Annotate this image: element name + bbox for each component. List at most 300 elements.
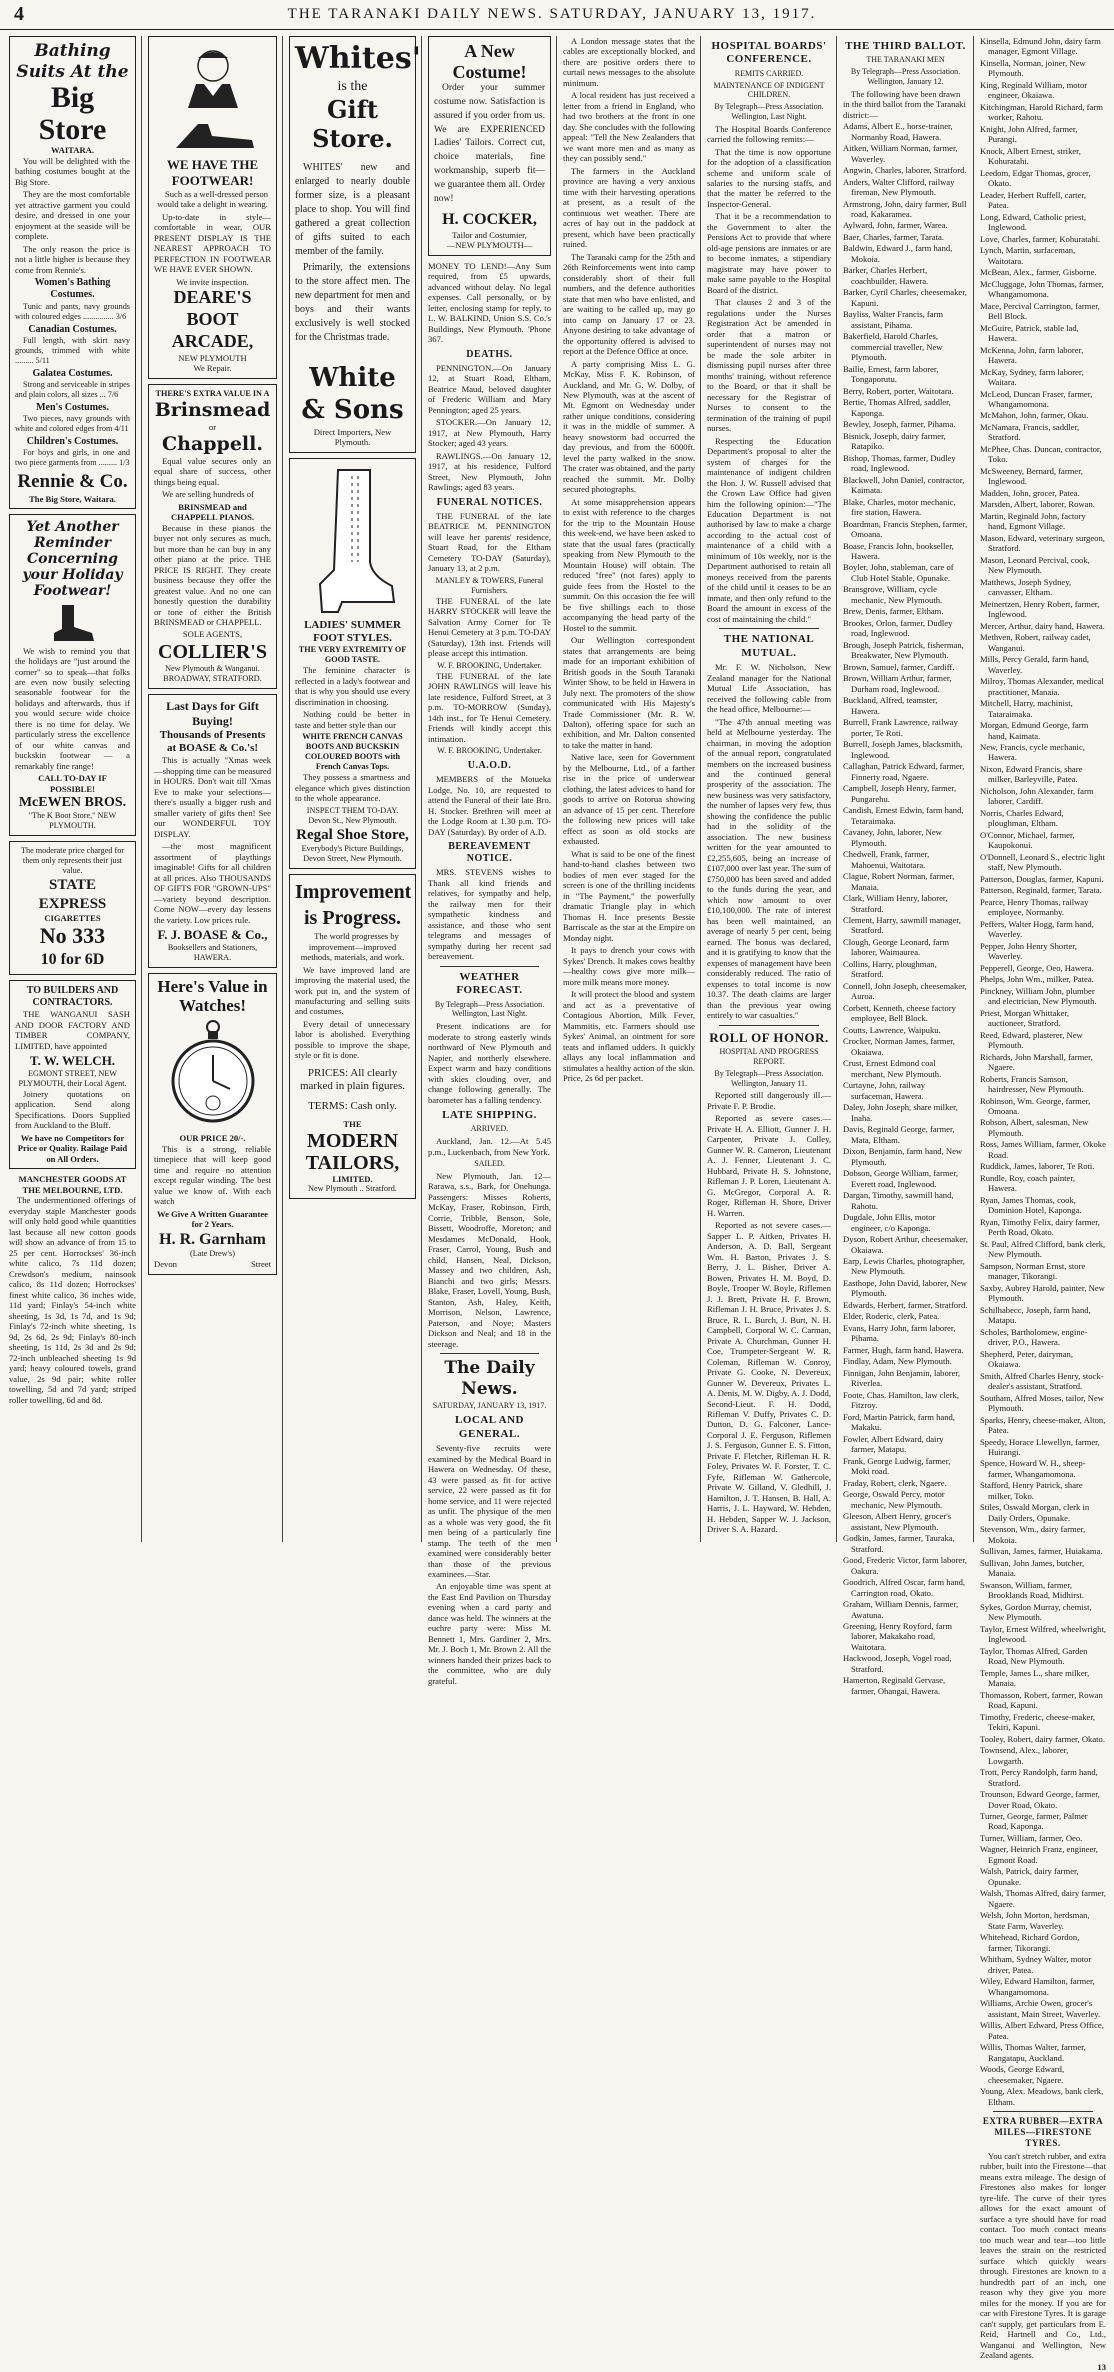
- column-5: [558, 36, 700, 1542]
- collier-advert: [148, 384, 277, 689]
- ballot-name-entry: Armstrong, John, dairy farmer, Bull road, Kakaramea.: [843, 198, 967, 219]
- welch-address: EGMONT STREET, NEW PLYMOUTH, their Local Agent.: [18, 1068, 127, 1088]
- mcewen-name: McEWEN BROS.: [18, 795, 127, 811]
- hospital-heading: HOSPITAL BOARDS' CONFERENCE.: [711, 40, 827, 66]
- rennie-advert: [9, 36, 136, 509]
- ballot-name-entry: Leedom, Edgar Thomas, grocer, Okato.: [980, 167, 1091, 189]
- tailors-terms: TERMS: Cash only.: [308, 1099, 397, 1112]
- ballot-name-entry: Ryan, James Thomas, cook, Dominion Hotel, Kaponga.: [980, 1194, 1082, 1216]
- tailors-text: We have improved land are improving the material used, the work put in, and the system of manufacturing and selling suits and costumes.: [295, 964, 410, 1017]
- ballot-name-entry: Boase, Francis John, bookseller, Hawera.: [843, 540, 954, 561]
- column-8: [975, 36, 1111, 2372]
- local-item: A party comprising Miss L. G. McKay, Miss F. K. Robinson, of Auckland, and Mr. G. W. Dolby, of New Plymouth, was at the ascent of Mt. Egmont on Wednesday under rather unique conditions, considering it was in the middle of summer. A heavy snowstorm had occurred the day previous, and from the 6000ft. level the party walked in the snow. The crater was obtained, and the party reached the summit. Mr. Dolby secured photographs.: [563, 358, 695, 495]
- ballot-name-entry: Dargan, Timothy, sawmill hand, Rahotu.: [843, 1190, 954, 1211]
- deare-text: Up-to-date in style—comfortable in wear, OUR PRESENT DISPLAY IS THE NEAREST APPROACH TO PERFECTION IN FOOTWEAR WE HAVE EVER SHOWN.: [154, 211, 271, 275]
- roll-text: Reported as severe cases.—Private H. A. Elliott, Gunner J. H. Carpenter, Private J. Colley, Gunner W. R. Cameron, Lieutenant A. J. Fenner, Lieutenant J. C. Hubbard, Private H. S. Johnstone, Rifleman J. P. Loren, Lieutenant A. G. McGregor, Corporal A. R. Roger, Rifleman H. Shore, Driver H. Warren.: [707, 1113, 831, 1218]
- uaod-notice: MEMBERS of the Motueka Lodge, No. 10, are requested to attend the Funeral of their late Bro. H. Stocker. Brethren will meet at the Lodge Room at 1.30 p.m. TO-DAY (Saturday). By order of A.D.: [428, 774, 551, 837]
- whites-subtitle: Direct Importers, New Plymouth.: [313, 426, 392, 448]
- collier-or: or: [208, 422, 217, 433]
- masthead: [0, 0, 1114, 30]
- ballot-name-entry: Earp, Lewis Charles, photographer, New Plymouth.: [843, 1256, 965, 1277]
- ballot-name-entry: Findlay, Adam, New Plymouth.: [843, 1356, 952, 1367]
- ballot-name-entry: O'Connor, Michael, farmer, Kaupokonui.: [980, 829, 1075, 851]
- modern-tailors-advert: [289, 874, 416, 1199]
- ballot-name-entry: Patterson, Reginald, farmer, Tarata.: [980, 885, 1102, 896]
- state-price: 10 for 6D: [40, 951, 105, 969]
- ballot-name-entry: Thomasson, Robert, farmer, Rowan Road, Kapuni.: [980, 1689, 1103, 1711]
- ballot-name-entry: McGuire, Patrick, stable lad, Hawera.: [980, 322, 1079, 344]
- ballot-name-entry: Stevenson, Wm., dairy farmer, Mokoia.: [980, 1524, 1086, 1545]
- local-item: Our Wellington correspondent states that arrangements are being made for an important exhibition of British goods in the South Taranaki Winter Show, to be held in Hawera in July next. The promoters of the show communicated with His Majesty's Trade Commissioner (Mr. R. W. Dalton), offering space for such an exhibition, and Mr. Dalton consented to take the matter in hand.: [563, 635, 695, 750]
- ballot-name-entry: Kinsella, Norman, joiner, New Plymouth.: [980, 57, 1086, 79]
- whites-gift-store: Gift Store.: [312, 94, 393, 153]
- deaths-heading: DEATHS.: [466, 348, 513, 360]
- ballot-name-entry: Peffers, Walter Hogg, farm hand, Waverley.: [980, 918, 1094, 940]
- ballot-name-entry: Bewley, Joseph, farmer, Pihama.: [843, 419, 956, 430]
- rennie-big-store: Big Store: [38, 81, 107, 146]
- ballot-name-entry: Dobson, George William, farmer, Everett road, Inglewood.: [843, 1168, 958, 1189]
- ballot-name-entry: Pinckney, William John, plumber and electrician, New Plymouth.: [980, 985, 1097, 1007]
- rennie-text: They are the most comfortable yet attractive garment you could desire, and dressed in one your enjoyment at the seaside will be complete.: [15, 189, 130, 242]
- money-notice: MONEY TO LEND!—Any Sum required, from £5 upwards, advanced without delay. No legal expenses. Call personally, or by letter, enclosing stamp for reply, to L. W. BALKIND, Union S.S. Co.'s Buildings, New Plymouth. 'Phone 367.: [428, 260, 551, 345]
- ballot-name-entry: Nixon, Edward Francis, share milker, Barleyville, Patea.: [980, 763, 1083, 785]
- ballot-name-entry: Dyson, Robert Arthur, cheesemaker, Okaiawa.: [843, 1234, 968, 1255]
- cocker-subtitle: Tailor and Costumier,: [452, 229, 527, 240]
- ballot-name-entry: Pepperell, George, Oeo, Hawera.: [980, 962, 1094, 973]
- ballot-name-entry: Martin, Reginald John, factory hand, Egmont Village.: [980, 510, 1086, 532]
- ballot-name-list: [843, 121, 968, 1696]
- daily-news-date: SATURDAY, JANUARY 13, 1917.: [432, 1400, 547, 1410]
- manchester-text: The undermentioned offerings of everyday staple Manchester goods will only hold good while quantities last because all new cotton goods will show an advance of from 15 to 25 per cent. Horrockses' 36-inch white calico, 7s 11d dozen; Crewdson's medium, nainsook calico, 8s 11d dozen; Horrockses' finest white calico, 36 inches wide, 11d yard; Finlay's 54-inch white sheeting, 1s 3d, 1s 7d, and 1s 9d; Finlay's 72-inch white sheeting, 1s 9d, 2s 6d, 2s 9d; Finlay's 80-inch sheeting, 1s 11d, 2s 3d and 2s 9d; 72-inch unbleached sheeting 1s 9d yard; heavy coloured towels, grand value, 2s 9d pair; white roller towelling, 5d and 7d yard; striped roller towelling, 6d and 8d.: [9, 1195, 136, 1405]
- ballot-name-entry: Brookes, Orlon, farmer, Dudley road, Inglewood.: [843, 617, 953, 639]
- ballot-name-entry: Campbell, Joseph Henry, farmer, Pungarehu.: [843, 783, 957, 804]
- regal-inspect: INSPECT THEM TO-DAY. Devon St., New Plymouth.: [306, 805, 399, 825]
- ballot-name-entry: Clement, Harry, sawmill manager, Stratford.: [843, 914, 961, 936]
- boase-name: F. J. BOASE & Co.,: [157, 927, 268, 943]
- ballot-name-entry: Ryan, Timothy Felix, dairy farmer, Perth Road, Okato.: [980, 1216, 1100, 1238]
- ballot-name-entry: Cavaney, John, laborer, New Plymouth.: [843, 827, 942, 848]
- column-1: [4, 36, 141, 1542]
- ballot-name-entry: Kitchingman, Harold Richard, farm worker, Rahotu.: [980, 101, 1103, 123]
- ballot-name-entry: Elder, Roderic, clerk, Patea.: [843, 1311, 940, 1322]
- whites-advert: [289, 36, 421, 453]
- ballot-name-entry: Long, Edward, Catholic priest, Inglewood.: [980, 211, 1086, 233]
- cocker-advert: [428, 36, 551, 256]
- funeral-heading: FUNERAL NOTICES.: [436, 496, 543, 508]
- collier-name: COLLIER'S: [158, 640, 267, 663]
- whites-headline: Whites': [295, 41, 421, 76]
- ballot-name-entry: Hamerton, Reginald Gervase, farmer, Ohangai, Hawera.: [843, 1675, 946, 1696]
- roll-text: Reported still dangerously ill.—Private F. P. Brodie.: [707, 1090, 831, 1111]
- collier-agents: SOLE AGENTS,: [182, 629, 243, 640]
- mcewen-advert: [9, 514, 136, 836]
- ballot-name-entry: Mason, Edward, veterinary surgeon, Stratford.: [980, 532, 1105, 554]
- ballot-name-entry: Saxby, Aubrey Harold, painter, New Plymouth.: [980, 1282, 1105, 1304]
- shipping-sailed-heading: SAILED.: [474, 1159, 505, 1169]
- ballot-name-entry: Boyler, John, stableman, care of Club Hotel Stable, Opunake.: [843, 562, 954, 583]
- firestone-heading: EXTRA RUBBER—EXTRA MILES—FIRESTONE TYRES.: [982, 2116, 1104, 2148]
- ballot-name-entry: St. Paul, Alfred Clifford, bank clerk, New Plymouth.: [980, 1238, 1106, 1260]
- ballot-name-entry: Foote, Chas. Hamilton, law clerk, Fitzroy.: [843, 1389, 959, 1411]
- third-ballot-heading: THE THIRD BALLOT.: [845, 40, 966, 52]
- shipping-heading: LATE SHIPPING.: [442, 1109, 537, 1122]
- ballot-name-entry: Aitken, William Norman, farmer, Waverley.: [843, 143, 958, 164]
- rennie-town: WAITARA.: [50, 145, 95, 156]
- regal-products: WHITE FRENCH CANVAS BOOTS AND BUCKSKIN COLOURED BOOTS with French Canvas Tops.: [302, 732, 403, 772]
- ballot-name-entry: Phelps, John Wm., milker, Patea.: [980, 974, 1094, 985]
- local-item: It will protect the blood and system and act as a preventative of Contagious Abortion, Milk Fever, Mammitis, etc. Farmers should use Sykes' Animal, an ointment for sore teats and inflamed udders. It quickly allays any local inflammation and stimulates a healthy action of the skin. Price, 2s 6d per packet.: [563, 989, 695, 1083]
- welch-slogan: We have no Competitors for Price or Quality. Railage Paid on All Orders.: [17, 1132, 128, 1164]
- hospital-text: That it be a recommendation to the Government to alter the Pensions Act to provide that where old-age pensions are inmates or are to become inmates, a stipendiary magistrate may have power to make same payable to the Hospital Board of the district.: [707, 211, 831, 295]
- ballot-name-entry: Taylor, Ernest Wilfred, wheelwright, Inglewood.: [980, 1623, 1106, 1645]
- ballot-name-entry: Swanson, William, farmer, Brooklands Road, Midhirst.: [980, 1579, 1084, 1601]
- ballot-name-entry: Farmer, Hugh, farm hand, Hawera.: [843, 1344, 964, 1355]
- ballot-name-entry: George, Oswald Percy, motor mechanic, New Plymouth.: [843, 1489, 945, 1510]
- ballot-name-entry: Mason, Leonard Percival, cook, New Plymouth.: [980, 554, 1090, 576]
- ballot-name-entry: McKay, Sydney, farm laborer, Waitara.: [980, 366, 1084, 388]
- welch-headline: TO BUILDERS AND CONTRACTORS.: [26, 984, 119, 1008]
- local-item: It pays to drench your cows with Sykes' Drench. It makes cows healthy—healthy cows give more milk—more milk means more money.: [563, 945, 695, 987]
- ballot-name-entry: Boardman, Francis Stephen, farmer, Omoana.: [843, 518, 968, 540]
- hospital-subheading: MAINTENANCE OF INDIGENT CHILDREN.: [713, 80, 825, 100]
- ballot-name-entry: Meinertzen, Henry Robert, farmer, Inglewood.: [980, 598, 1100, 620]
- ballot-name-entry: Temple, James L., share milker, Manaia.: [980, 1667, 1090, 1689]
- shipping-sailed: New Plymouth, Jan. 12—Rarawa, s.s., Bark, for Onehunga. Passengers: Misses Roberts, McKay, Fraser, Robinson, Firth, Corrie, Tribble, Benson, Sole, Bissett, Woodroffe, Moreton; and Mesdames McDonald, Hook, Fraser, Carrol, Young, Bush and child, Hansen, Neal, Dickson, Massey and two children, Ash, Bianchi and two girls; Messrs. Blake, Fraser, Lovell, Young, Bush, Stanton, Ash, Haley, Keith, Morrison, Nelson, Lawrence, Paterson, and Noye; Masters Dickson and Neal; and 18 in the steerage.: [428, 1170, 551, 1349]
- page-number: 4: [14, 3, 24, 25]
- funeral-signature: MANLEY & TOWERS, Funeral Furnishers.: [435, 575, 544, 595]
- deare-repair: We Repair.: [193, 363, 232, 374]
- garnham-guarantee: We Give A Written Guarantee for 2 Years.: [157, 1208, 268, 1230]
- hospital-telegraph: By Telegraph—Press Association. Wellington, Last Night.: [714, 102, 824, 121]
- ballot-name-entry: Bransgrove, William, cycle mechanic, New Plymouth.: [843, 584, 943, 605]
- gentleman-shoe-icon: [168, 44, 258, 154]
- funeral-notice: THE FUNERAL of the late BEATRICE M. PENNINGTON will leave her parents' residence, Stuart Road, for the Eltham Cemetery TO-DAY (Saturday), January 13, at 2 p.m.: [428, 510, 551, 574]
- third-ballot-telegraph: By Telegraph—Press Association. Wellington, January 12.: [850, 67, 961, 86]
- ballot-name-entry: Methven, Robert, railway cadet, Wanganui.: [980, 632, 1091, 653]
- tailors-headline: Improvement is Progress.: [295, 881, 412, 930]
- pocket-watch-icon: [168, 1019, 258, 1129]
- deare-invite: We invite inspection.: [176, 276, 249, 287]
- ballot-name-entry: Ross, James William, farmer, Okoke Road.: [980, 1139, 1106, 1160]
- ballot-name-entry: Robson, Albert, salesman, New Plymouth.: [980, 1117, 1089, 1138]
- ballot-name-entry: Milroy, Thomas Alexander, medical practitioner, Manaia.: [980, 676, 1104, 697]
- ballot-name-entry: Candish, Ernest Edwin, farm hand, Tetaraimaka.: [843, 805, 964, 826]
- ballot-name-entry: Whitham, Sydney Walter, motor driver, Patea.: [980, 1954, 1092, 1975]
- hospital-text: Respecting the Education Department's proposal to alter the system of charges for the maintenance of indigent children the Hon. J. W. Russell advised that the Crown Law Office had given him the following opinion:—"The Education Department is not authorised by law to make a charge according to the actual cost of maintenance of a child with a minimum of 10s weekly, nor is the Department authorised to retain all moneys received from the parents of the child until it ceases to be an inmate, and then only refund to the Board the amount in excess of the cost of maintaining the child.": [707, 435, 831, 624]
- ballot-name-entry: Tooley, Robert, dairy farmer, Okato.: [980, 1733, 1105, 1744]
- tailors-text: The world progresses by improvement—improved methods, materials, and work.: [300, 931, 405, 963]
- ballot-name-entry: Buckland, Alfred, teamster, Hawera.: [843, 695, 938, 716]
- regal-headline: LADIES' SUMMER FOOT STYLES.: [304, 618, 401, 645]
- collier-brinsmead: Brinsmead: [154, 398, 271, 421]
- ballot-name-entry: Bertie, Thomas Alfred, saddler, Kaponga.: [843, 397, 951, 418]
- garnham-name: H. R. Garnham: [159, 1230, 266, 1248]
- ballot-name-entry: Taylor, Thomas Alfred, Garden Road, New Plymouth.: [980, 1645, 1088, 1667]
- hospital-subheading: REMITS CARRIED.: [734, 68, 804, 78]
- ballot-name-entry: Knock, Albert Ernest, striker, Kohuratahi.: [980, 145, 1081, 167]
- ladies-boot-icon: [308, 466, 398, 616]
- ballot-name-entry: Priest, Morgan Whittaker, auctioneer, Stratford.: [980, 1007, 1070, 1029]
- ballot-name-entry: Marsden, Albert, laborer, Rowan.: [980, 499, 1095, 510]
- collier-pianos: BRINSMEAD and CHAPPELL PIANOS.: [170, 501, 255, 523]
- funeral-signature: W. F. BROOKING, Undertaker.: [437, 660, 542, 670]
- welch-advert: [9, 980, 136, 1170]
- ballot-name-entry: O'Donnell, Leonard S., electric light staff, New Plymouth.: [980, 851, 1105, 873]
- weather-text: Present indications are for moderate to strong easterly winds northward of New Plymouth and Napier, and northerly elsewhere. Expect warm and hazy conditions with skies clouding over, and change following generally. The barometer has a falling tendency.: [428, 1021, 551, 1105]
- local-item: A local resident has just received a letter from a friend in England, who had two brothers at the front in one day. She concludes with the following appeal: "Tell the New Zealanders that we want more men and as many as they can possibly send.": [563, 90, 695, 164]
- ballot-name-entry: Sullivan, John James, butcher, Manaia.: [980, 1557, 1085, 1579]
- ballot-name-entry: Schilhabecc, Joseph, farm hand, Matapu.: [980, 1304, 1091, 1326]
- cocker-text: Order your summer costume now. Satisfaction is assured if you order from us. We are EXPERIENCED Ladies' Tailors. Correct cut, choice materials, fine workmanship, superb fit—we guarantee them all. Order now!: [434, 83, 545, 204]
- national-mutual-text: Mr. F. W. Nicholson, New Zealand manager for the National Mutual Life Association, has received the following cable from the head office, Melbourne:—: [707, 662, 831, 715]
- ballot-name-entry: Connell, John Joseph, cheesemaker, Auroa.: [843, 980, 967, 1002]
- regal-text: They possess a smartness and elegance which gives distinction to the whole appearance.: [295, 772, 410, 804]
- ballot-name-entry: Sykes, Gordon Murray, chemist, New Plymouth.: [980, 1601, 1092, 1623]
- ballot-name-entry: Brown, Samuel, farmer, Cardiff.: [843, 661, 955, 672]
- ballot-name-entry: Good, Frederic Victor, farm laborer, Oakura.: [843, 1555, 967, 1576]
- ballot-name-entry: Anders, Walter Clifford, railway fireman, New Plymouth.: [843, 176, 955, 198]
- ballot-name-entry: Burrell, Frank Lawrence, railway porter, Te Roti.: [843, 717, 958, 738]
- ballot-name-entry: McCluggage, John Thomas, farmer, Whangamomona.: [980, 278, 1104, 300]
- welch-text: THE WANGANUI SASH AND DOOR FACTORY AND TIMBER COMPANY, LIMITED, have appointed: [15, 1009, 130, 1051]
- ballot-name-entry: Collins, Harry, ploughman, Stratford.: [843, 958, 937, 980]
- ballot-name-entry: Ruddick, James, laborer, Te Roti.: [980, 1161, 1095, 1172]
- rennie-text: You will be delighted with the bathing costumes bought at the Big Store.: [15, 155, 130, 187]
- local-item: What is said to be one of the finest hand-to-hand clashes between two bodies of men ever staged for the screen is one of the thrilling incidents in "The Payment," the powerfully dramatic Triangle play in which Thomas H. Ince presents Bessie Barriscale as the star at the Empire on Monday night.: [563, 848, 695, 943]
- rennie-item-title: Galatea Costumes.: [32, 367, 113, 379]
- ballot-name-entry: Brough, Joseph Patrick, fisherman, Breakwater, New Plymouth.: [843, 639, 964, 661]
- ballot-name-entry: McNamara, Francis, saddler, Stratford.: [980, 421, 1080, 443]
- tailors-limited: LIMITED.: [332, 1173, 373, 1184]
- ballot-name-entry: Walsh, Patrick, dairy farmer, Opunake.: [980, 1866, 1079, 1887]
- ballot-name-entry: Davis, Reginald George, farmer, Mata, Eltham.: [843, 1124, 955, 1145]
- rennie-item-text: For boys and girls, in one and two piece garments from ......... 1/3: [15, 448, 130, 468]
- rennie-item-title: Canadian Costumes.: [28, 323, 117, 335]
- ballot-name-entry: Edwards, Herbert, farmer, Stratford.: [843, 1299, 968, 1310]
- firestone-ref: 13: [1097, 2361, 1106, 2372]
- ballot-name-entry: King, Reginald William, motor engineer, Okaiawa.: [980, 79, 1088, 101]
- hospital-text: The Hospital Boards Conference carried the following remits:—: [707, 123, 831, 145]
- shipping-arrived: Auckland, Jan. 12.—At 5.45 p.m., Luckenbach, from New York.: [428, 1136, 551, 1157]
- welch-text: Joinery quotations on application. Send along Specifications. Doors Supplied from Auckland to the Bluff.: [15, 1088, 130, 1131]
- boase-headline: Last Days for Gift Buying!: [166, 699, 259, 728]
- collier-text: We are selling hundreds of: [162, 489, 254, 500]
- ballot-name-entry: Curtayne, John, railway surfaceman, Hawera.: [843, 1080, 926, 1101]
- ballot-name-entry: Blackwell, John Daniel, contractor, Kaimata.: [843, 474, 965, 496]
- third-ballot-subheading: THE TARANAKI MEN: [866, 55, 945, 65]
- ballot-name-entry: Crocker, Norman James, farmer, Okaiawa.: [843, 1036, 955, 1057]
- ballot-name-entry: Barker, Cyril Charles, cheesemaker, Kapuni.: [843, 287, 967, 308]
- ballot-name-entry: Corbett, Kenneth, cheese factory employee, Bell Block.: [843, 1002, 956, 1024]
- deare-name: DEARE'S BOOT ARCADE,: [171, 287, 254, 351]
- ballot-name-entry: Berry, Robert, porter, Waitotara.: [843, 385, 954, 396]
- ballot-name-entry: Morgan, Edmund George, farm hand, Kaimata.: [980, 720, 1089, 741]
- hospital-text: That the time is now opportune for the adoption of a classification scheme and uniform scale of salaries to the nursing staffs, and that the matter be referred to the Inspector-General.: [707, 146, 831, 209]
- ballot-name-entry: Coutts, Lawrence, Waipuku.: [843, 1024, 941, 1035]
- ballot-name-entry: Mercer, Arthur, dairy hand, Hawera.: [980, 620, 1105, 631]
- ballot-name-entry: Sparks, Henry, cheese-maker, Alton, Patea.: [980, 1414, 1106, 1436]
- ballot-name-entry: Speedy, Horace Llewellyn, farmer, Huirangi.: [980, 1436, 1100, 1457]
- garnham-address: Devon Street: [154, 1259, 271, 1270]
- tailors-the: THE: [343, 1119, 362, 1130]
- ballot-name-entry: Dixon, Benjamin, farm hand, New Plymouth.: [843, 1146, 963, 1167]
- mcewen-subtitle: "The K Boot Store," NEW PLYMOUTH.: [28, 811, 117, 831]
- funeral-notice: THE FUNERAL of the late JOHN RAWLINGS will leave his late residence, Fulford Street, at 3 p.m. TO-MORROW (Sunday), 14th inst., for Te Henui Cemetery. Friends will kindly accept this intimation.: [428, 670, 551, 744]
- regal-subtitle: Everybody's Picture Buildings, Devon Street, New Plymouth.: [301, 844, 404, 864]
- local-general-text: Seventy-five recruits were examined by the Medical Board in Hawera on Wednesday. Of these, 43 were passed as fit for active service, 22 were passed as fit for home service, and 11 were rejected as unfit. The physique of the men as a whole was very good, the fit men being of a particularly fine stamp. The teeth of the men examined were considerably better than those of the previous examinees.—Star.: [428, 1443, 551, 1579]
- ballot-name-entry: Bishop, Thomas, farmer, Dudley road, Inglewood.: [843, 452, 956, 474]
- garnham-advert: [148, 973, 277, 1275]
- boase-advert: [148, 694, 277, 968]
- column-2: [143, 36, 282, 1542]
- ballot-name-entry: Leader, Herbert Ruffell, carter, Patea.: [980, 189, 1087, 211]
- ballot-name-entry: Spence, Howard W. H., sheep-farmer, Whangamomona.: [980, 1458, 1086, 1479]
- firestone-text: You can't stretch rubber, and extra rubber, built into the Firestone—that means extra mileage. The design of Firestones also makes for longer tyre-life. The curve of their tyres allows for the exact amount of surface a tyre should have for road contact. Too much contact means too much wear and tear—too little leaves the strain on the restricted surface which quickly wears through. Firestones are known to a hundredth part of an inch, one reason why they give you more miles for the money. If you are for car with Firestone Tyres. It is garage can't supply, get particulars from E. Reid, Hartnell and Co., Ltd., Wanganui and Wellington, New Zealand agents.: [980, 2150, 1106, 2361]
- whites-text: Primarily, the extensions to the store affect men. The new department for men and boys and their wants exclusively is well stocked for the Christmas trade.: [295, 262, 410, 344]
- bereavement-notice: MRS. STEVENS wishes to Thank all kind friends and relatives, for sympathy and help, the railway men for their sympathetic kindness and assistance, and those who sent telegrams and messages of sympathy during her recent sad bereavement.: [428, 867, 551, 962]
- roll-subheading: HOSPITAL AND PROGRESS REPORT.: [719, 1047, 819, 1067]
- ballot-name-entry: Callaghan, Patrick Edward, farmer, Finnerty road, Ngaere.: [843, 761, 965, 782]
- ballot-name-entry: Dugdale, John Ellis, motor engineer, c/o Kaponga.: [843, 1212, 936, 1233]
- ballot-name-entry: Welsh, John Morton, herdsman, State Farm, Waverley.: [980, 1910, 1090, 1931]
- column-6: [702, 36, 836, 1542]
- ballot-name-entry: Townsend, Alex., laborer, Lowgarth.: [980, 1745, 1069, 1766]
- ballot-name-entry: Nicholson, John Alexander, farm laborer, Cardiff.: [980, 785, 1094, 807]
- collier-text: Because in these pianos the buyer not only secures as much, but more than he can buy in any other piano at the price. THE PRICE IS RIGHT. They create business because they offer the greatest value. And no one can honestly question the durability or tone of either the British BRINSMEAD or CHAPPELL.: [154, 522, 271, 627]
- ballot-name-entry: McPhee, Chas. Duncan, contractor, Toko.: [980, 443, 1102, 465]
- ballot-name-entry: Woods, George Edward, cheesemaker, Ngaere.: [980, 2064, 1065, 2085]
- local-item: The farmers in the Auckland province are having a very anxious time with their harvesting operations at present, as a result of the continuous wet weather. There are acres of hay out in the paddock at present, which have been practically ruined.: [563, 165, 695, 250]
- ballot-name-entry: Graham, William Dennis, farmer, Awatuna.: [843, 1599, 959, 1620]
- cocker-headline: A New Costume!: [452, 41, 527, 82]
- boase-text: This is actually "Xmas week —shopping time can be measured in HOURS. Don't wait till 'Xmas Eve to make your selections—there's usually a bigger rush and smaller variety of gifts then! See our WONDERFUL TOY DISPLAY.: [154, 755, 271, 839]
- rennie-headline: Bathing Suits At the: [16, 41, 129, 82]
- ballot-name-entry: Chedwell, Frank, farmer, Mahoenui, Waitotara.: [843, 849, 930, 870]
- ballot-name-entry: Williams, Archie Owen, grocer's assistant, Main Street, Waverley.: [980, 1998, 1101, 2019]
- ballot-name-entry: Mills, Percy Gerald, farm hand, Waverley.: [980, 654, 1090, 675]
- ballot-name-entry: Greening, Henry Royford, farm laborer, Makakaho road, Waitotara.: [843, 1620, 953, 1652]
- ballot-name-entry: Baldwin, Edward J., farm hand, Mokoia.: [843, 243, 953, 264]
- deare-headline: WE HAVE THE FOOTWEAR!: [166, 157, 259, 188]
- local-item: A London message states that the cables are exceptionally blocked, and there are positive orders there to curtail news messages to the absolute minimum.: [563, 36, 695, 88]
- ballot-name-entry: Angwin, Charles, laborer, Stratford.: [843, 165, 967, 176]
- death-notice: STOCKER.—On January 12, 1917, at New Plymouth, Harry Stocker; aged 43 years.: [428, 417, 551, 449]
- ballot-name-entry: Reed, Edward, plasterer, New Plymouth.: [980, 1029, 1083, 1051]
- tailors-prices: PRICES: All clearly marked in plain figures.: [299, 1066, 406, 1093]
- newspaper-title: THE TARANAKI DAILY NEWS. SATURDAY, JANUARY 13, 1917.: [287, 6, 817, 22]
- weather-heading: WEATHER FORECAST.: [456, 970, 523, 997]
- cocker-name: H. COCKER,: [442, 211, 537, 229]
- state-brand: STATE EXPRESS: [38, 877, 107, 912]
- garnham-headline: Here's Value in Watches!: [157, 977, 268, 1015]
- ballot-name-entry: Knight, John Alfred, farmer, Purangi.: [980, 123, 1078, 145]
- column-3: [284, 36, 421, 1542]
- daily-news-nameplate: The Daily News.: [444, 1358, 535, 1399]
- ballot-name-entry: Matthews, Joseph Sydney, canvasser, Eltham.: [980, 576, 1072, 598]
- collier-text: Equal value secures only an equal share of success, other things being equal.: [154, 455, 271, 487]
- collier-subtitle: New Plymouth & Wanganui. BROADWAY, STRATFORD.: [163, 664, 262, 684]
- collier-tagline: THERE'S EXTRA VALUE IN A: [155, 388, 270, 398]
- ballot-name-entry: Bayliss, Walter Francis, farm assistant, Pihama.: [843, 309, 944, 330]
- weather-telegraph: By Telegraph—Press Association. Wellington, Last Night.: [434, 999, 545, 1019]
- ballot-name-entry: Whitehead, Richard Gordon, farmer, Tikorangi.: [980, 1932, 1080, 1953]
- shipping-arrived-heading: ARRIVED.: [470, 1124, 509, 1134]
- national-mutual-text: "The 47th annual meeting was held at Melbourne yesterday. The chairman, in moving the adoption of the annual report, congratulated members on the increased business and the continued general prosperity of the association. The new business was very satisfactory, the number of lapses very few, thus showing the confidence the public had in the solidity of the association. The new business written for the year amounted to £2,255,605, being an increase of £107,000 over last year. The sum of £750,000 has been saved and added to the funds during the year, and which now amount to over £10,100,000. The rate of interest has been well maintained, an average of nearly 5 per cent, being earned. The bonus was declared, and it is gratifying to know that the expenses of management have been considerably reduced. The ratio of expenses to total income is now 10.37. The death claims are larger than the previous year owing entirely to war casualties.": [707, 716, 831, 1021]
- regal-advert: [289, 458, 416, 869]
- deare-town: NEW PLYMOUTH: [178, 352, 247, 363]
- ballot-name-entry: Walsh, Thomas Alfred, dairy farmer, Ngaere.: [980, 1888, 1107, 1909]
- funeral-notice: THE FUNERAL of the late HARRY STOCKER will leave the Salvation Army Corner for Te Henui Cemetery at 3 p.m. TO-DAY (Saturday), 13th inst. Friends will please accept this intimation.: [428, 595, 551, 659]
- national-mutual-heading: THE NATIONAL MUTUAL.: [723, 633, 815, 659]
- hospital-text: That clauses 2 and 3 of the regulations under the Nurses Registration Act be amended in order that a matron or superintendent of nurses may not be made the sole arbiter in dismissing pupil nurses after three months' training, without reference to the Board, or that it shall be necessary for the Registrar of Nurses to consent to the termination of the training of pupil nurses.: [707, 297, 831, 434]
- rennie-item-text: Tunic and pants, navy grounds with coloured edges ............... 3/6: [15, 301, 130, 321]
- ballot-name-list: [980, 36, 1106, 2107]
- ballot-name-entry: Daley, John Joseph, share milker, Inaha.: [843, 1102, 958, 1123]
- rennie-item-text: Two pieces, navy grounds with white and colored edges from 4/11: [15, 414, 130, 434]
- ballot-name-entry: Love, Charles, farmer, Kohuratahi.: [980, 233, 1101, 244]
- ballot-name-entry: Turner, William, farmer, Oeo.: [980, 1832, 1083, 1843]
- ballot-name-entry: Adams, Albert E., horse-trainer, Normanby Road, Hawera.: [843, 121, 953, 142]
- ballot-name-entry: Timothy, Frederic, cheese-maker, Tekiri, Kapuni.: [980, 1711, 1095, 1733]
- ballot-name-entry: Scholes, Bartholomew, engine-driver, P.O., Hawera.: [980, 1326, 1088, 1348]
- ballot-name-entry: Burrell, Joseph James, blacksmith, Inglewood.: [843, 739, 963, 760]
- local-item: At some misapprehension appears to exist with reference to the charges for the trip to the Mountain House this week-end, we have been asked to state that the usual fares (practically speaking from New Plymouth to the Mountain House) will obtain. The reduced "free" (not fares) apply to guide fees from the Hostel to the summit. On this occasion the fee will be five shillings each to those accompanying the head party of the Hostel to the summit.: [563, 496, 695, 633]
- deare-text: Such as a well-dressed person would take a delight in wearing.: [157, 188, 269, 210]
- state-cigarettes: CIGARETTES: [44, 912, 101, 923]
- tailors-name: MODERN TAILORS,: [305, 1129, 400, 1174]
- column-4: [423, 36, 556, 1686]
- ballot-name-entry: Patterson, Douglas, farmer, Kapuni.: [980, 873, 1104, 884]
- ballot-name-entry: Richards, John Marshall, farmer, Ngaere.: [980, 1051, 1093, 1073]
- ballot-name-entry: Clark, William Henry, laborer, Stratford.: [843, 893, 948, 914]
- ballot-name-entry: McBean, Alex., farmer, Gisborne.: [980, 267, 1097, 278]
- garnham-price: OUR PRICE 20/-.: [179, 1133, 246, 1144]
- rennie-name: Rennie & Co.: [17, 471, 128, 493]
- ballot-name-entry: Crust, Ernest Edmond coal merchant, New Plymouth.: [843, 1058, 942, 1079]
- garnham-text: This is a strong, reliable timepiece that will keep good time and require no attention except regular winding. The best value we know of. With each watch: [154, 1143, 271, 1207]
- ballot-name-entry: Southam, Alfred Moses, tailor, New Plymouth.: [980, 1392, 1105, 1414]
- boase-subtitle: Booksellers and Stationers, HAWERA.: [167, 943, 258, 963]
- ballot-name-entry: Clough, George Leonard, farm laborer, Waimaurea.: [843, 936, 950, 958]
- ballot-name-entry: Lynch, Martin, surfaceman, Waitotara.: [980, 245, 1076, 266]
- ballot-name-entry: Willis, Thomas Walter, farmer, Rangatapu, Auckland.: [980, 2042, 1086, 2063]
- ballot-name-entry: Kinsella, Edmund John, dairy farm manager, Egmont Village.: [980, 36, 1101, 57]
- rennie-item-text: Full length, with skirt navy grounds, trimmed with white ......... 5/11: [15, 335, 130, 365]
- column-7: [838, 36, 973, 1696]
- ballot-name-entry: Brew, Denis, farmer, Eltham.: [843, 606, 944, 617]
- ballot-name-entry: Shepherd, Peter, dairyman, Okaiawa.: [980, 1348, 1073, 1370]
- ballot-name-entry: Frank, George Ludwig, farmer, Moki road.: [843, 1455, 951, 1477]
- ballot-name-entry: Mitchell, Harry, machinist, Tataraimaka.: [980, 698, 1073, 719]
- whites-text: WHITES' new and enlarged to nearly double former size, is a pleasant place to shop. You will find gathered a great collection of gifts suited to each member of the family.: [295, 162, 410, 258]
- whites-is-the: is the: [337, 78, 368, 94]
- rennie-subtitle: The Big Store, Waitara.: [29, 493, 116, 504]
- ballot-name-entry: Bisnick, Joseph, dairy farmer, Ratapiko.: [843, 430, 946, 452]
- ballot-name-entry: Blake, Charles, motor mechanic, fire station, Hawera.: [843, 496, 956, 518]
- death-notice: PENNINGTON.—On January 12, at Stuart Road, Eltham, Beatrice Maud, beloved daughter of Frederic William and Mary Pennington; aged 25 years.: [428, 362, 551, 415]
- roll-of-honor-heading: ROLL OF HONOR.: [709, 1029, 829, 1045]
- rennie-item-text: Strong and serviceable in stripes and plain colors, all sizes ... 7/6: [15, 380, 130, 400]
- ballot-name-entry: Turner, George, farmer, Palmer Road, Kaponga.: [980, 1810, 1088, 1832]
- ballot-name-entry: Baer, Charles, farmer, Tarata.: [843, 231, 944, 242]
- ballot-name-entry: Godkin, James, farmer, Tauraka, Stratford.: [843, 1533, 955, 1554]
- mcewen-call: CALL TO-DAY IF POSSIBLE!: [38, 773, 107, 794]
- ballot-name-entry: Stiles, Oswald Morgan, clerk in Daily Orders, Opunake.: [980, 1502, 1090, 1523]
- ballot-name-entry: Madden, John, grocer, Patea.: [980, 487, 1080, 498]
- ballot-name-entry: Bailie, Ernest, farm laborer, Tongaporutu.: [843, 363, 939, 385]
- ballot-name-entry: Trott, Percy Randolph, farm hand, Stratford.: [980, 1767, 1098, 1788]
- local-general-heading: LOCAL AND GENERAL.: [455, 1414, 524, 1440]
